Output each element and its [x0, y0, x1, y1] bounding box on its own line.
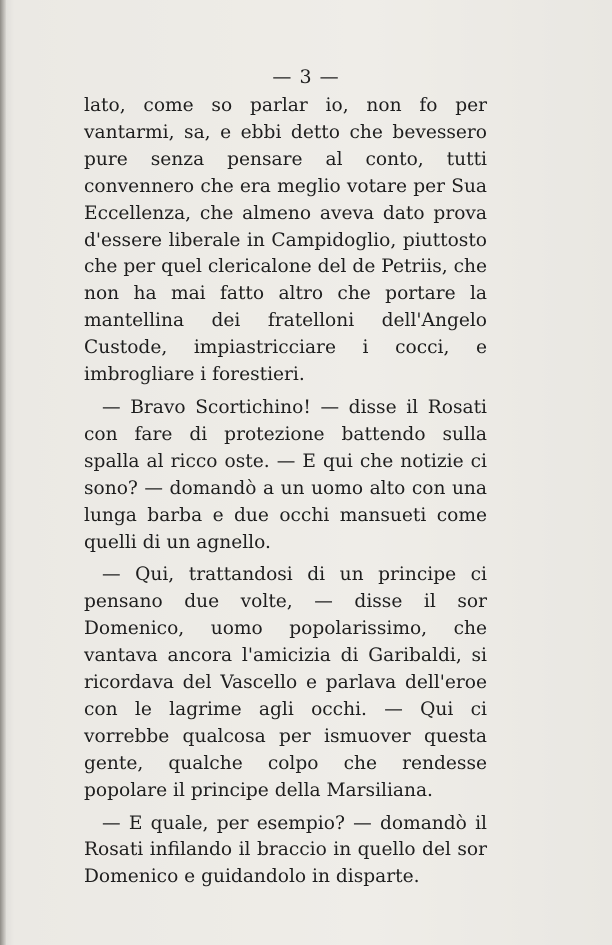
page-number: — 3 — [272, 66, 340, 88]
paragraph-1: lato, come so parlar io, non fo per vantarmi, sa, e ebbi detto che bevessero pure senza pensare al conto, tutti convennero che era meglio votare per Sua Eccellenza, che almeno aveva dato prova d'essere liberale in Campidoglio, piuttosto che per quel clericalone del de Petriis, che non ha mai fatto altro che portare la mantellina dei fratelloni dell'Angelo Custode, impiastricciare i cocci, e imbrogliare i forestieri. [84, 95, 487, 386]
page-binding-edge [0, 0, 6, 945]
paragraph-4: — E quale, per esempio? — domandò il Rosati infilando il braccio in quello del sor Domenico e guidandolo in disparte. [84, 812, 487, 888]
paragraph-2: — Bravo Scortichino! — disse il Rosati con fare di protezione battendo sulla spalla al ricco oste. — E qui che notizie ci sono? — domandò a un uomo alto con una lunga barba e due occhi mansueti come quelli di un agnello. [84, 396, 487, 553]
body-text [84, 93, 487, 897]
paragraph-3: — Qui, trattandosi di un principe ci pensano due volte, — disse il sor Domenico, uomo popolarissimo, che vantava ancora l'amicizia di Garibaldi, si ricordava del Vascello e parlava dell'eroe con le lagrime agli occhi. — Qui ci vorrebbe qualcosa per ismuover questa gente, qualche colpo che rendesse popolare il principe della Marsiliana. [84, 564, 487, 801]
